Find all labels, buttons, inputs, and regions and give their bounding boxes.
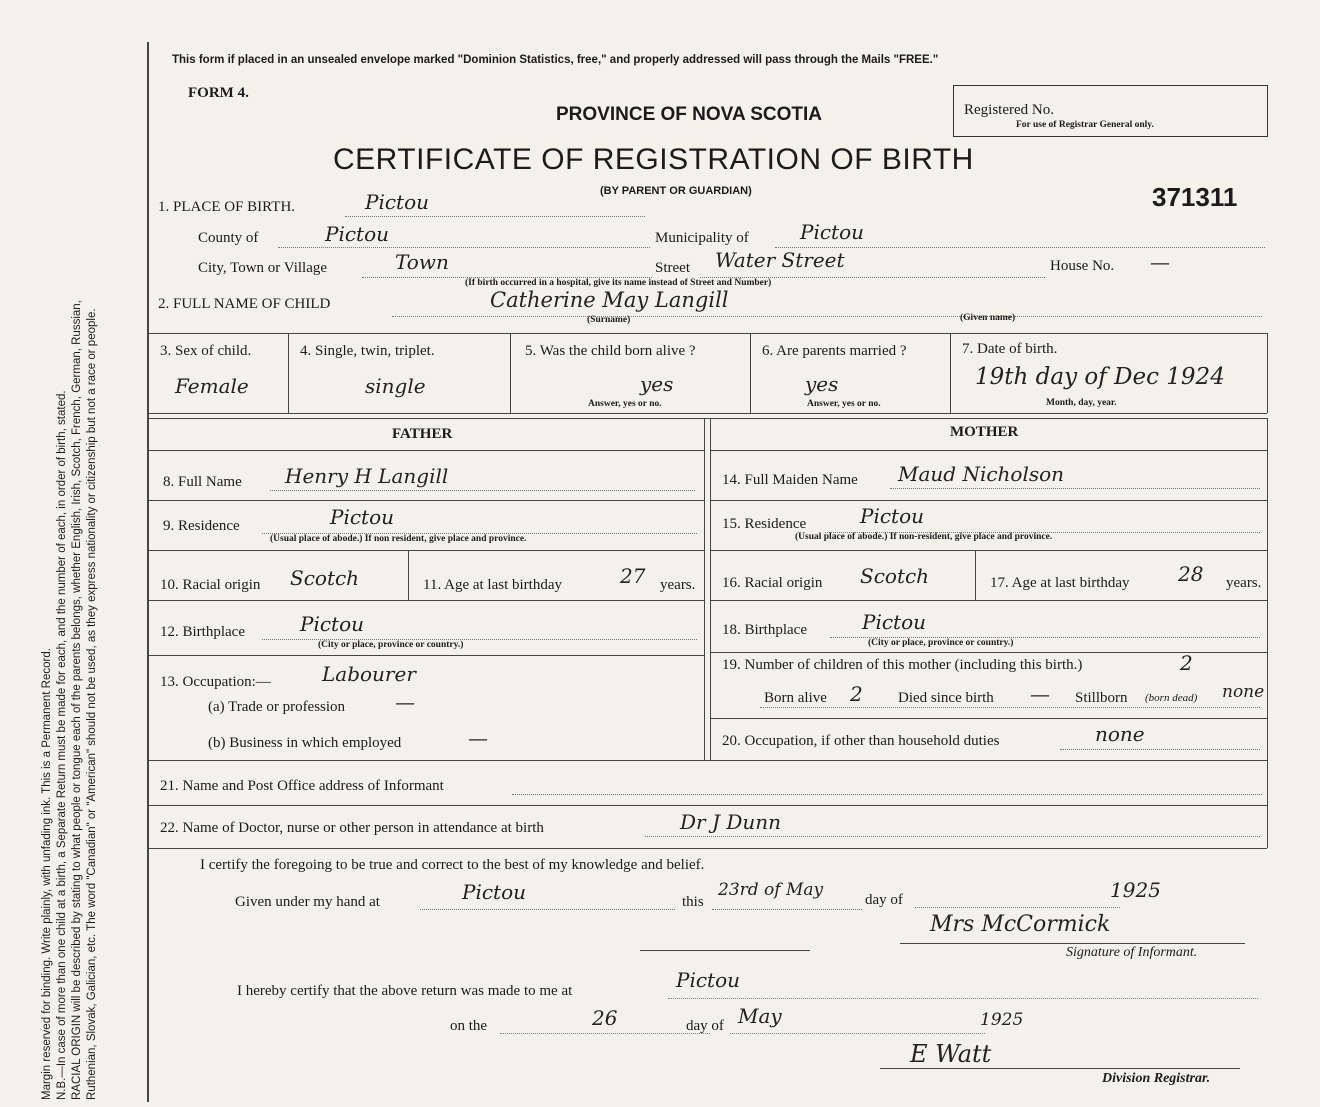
registrar-place-value: Pictou: [676, 968, 741, 992]
hospital-note: (If birth occurred in a hospital, give its name instead of Street and Number): [465, 278, 772, 288]
city-label: City, Town or Village: [198, 260, 328, 276]
informant-signature-caption: Signature of Informant.: [1066, 945, 1198, 960]
died-since-birth-label: Died since birth: [898, 690, 994, 706]
mother-name-label: 14. Full Maiden Name: [722, 472, 858, 488]
father-name-value: Henry H Langill: [285, 464, 449, 488]
registrar-caption: Division Registrar.: [1102, 1071, 1211, 1086]
born-alive-count-value: 2: [850, 682, 863, 706]
mother-racial-label: 16. Racial origin: [722, 575, 823, 591]
informant-label: 21. Name and Post Office address of Informant: [160, 778, 444, 794]
margin-line-2: N.B.—In case of more than one child at a birth, a Separate Return must be made for each, and the number of each, in order of birth, stated.: [56, 390, 68, 1100]
surname-note: (Surname): [587, 315, 631, 325]
certification-year: 1925: [1110, 878, 1161, 902]
business-label: (b) Business in which employed: [208, 735, 402, 751]
province-heading: PROVINCE OF NOVA SCOTIA: [556, 104, 823, 125]
municipality-value: Pictou: [800, 220, 865, 244]
married-note: Answer, yes or no.: [807, 399, 881, 409]
father-occupation-value: Labourer: [322, 662, 416, 686]
place-of-birth-label: 1. PLACE OF BIRTH.: [158, 199, 296, 215]
registered-label: Registered No.: [964, 102, 1054, 118]
father-heading: FATHER: [392, 426, 453, 442]
father-racial-label: 10. Racial origin: [160, 577, 261, 593]
certificate-title: CERTIFICATE OF REGISTRATION OF BIRTH: [333, 143, 974, 176]
given-place-value: Pictou: [462, 880, 527, 904]
stillborn-note: (born dead): [1145, 692, 1198, 704]
sex-label: 3. Sex of child.: [160, 343, 252, 359]
day-of-label: day of: [865, 892, 903, 908]
mail-notice: This form if placed in an unsealed envelope marked "Dominion Statistics, free," and properly addressed will pass through the Mails "FREE.": [172, 54, 939, 66]
sex-value: Female: [175, 374, 249, 398]
doctor-label: 22. Name of Doctor, nurse or other person in attendance at birth: [160, 820, 544, 836]
street-value: Water Street: [715, 248, 845, 272]
mother-residence-label: 15. Residence: [722, 516, 807, 532]
registered-box: [953, 85, 1268, 137]
this-value: 23rd of May: [718, 880, 824, 900]
mother-residence-value: Pictou: [860, 504, 925, 528]
business-value: —: [468, 726, 488, 750]
mother-birthplace-value: Pictou: [862, 610, 927, 634]
father-racial-value: Scotch: [290, 566, 360, 590]
mother-birthplace-label: 18. Birthplace: [722, 622, 807, 638]
city-value: Town: [395, 250, 449, 274]
house-label: House No.: [1050, 258, 1115, 274]
mother-occupation-label: 20. Occupation, if other than household duties: [722, 733, 1000, 749]
registration-number: 371311: [1152, 182, 1238, 212]
on-the-label: on the: [450, 1018, 488, 1034]
registrar-statement: I hereby certify that the above return was made to me at: [237, 983, 573, 999]
father-age-label: 11. Age at last birthday: [423, 577, 562, 593]
doctor-value: Dr J Dunn: [680, 810, 782, 834]
child-name-value: Catherine May Langill: [490, 288, 729, 312]
informant-signature: Mrs McCormick: [930, 912, 1111, 937]
place-of-birth-value: Pictou: [365, 190, 430, 214]
mother-racial-value: Scotch: [860, 564, 930, 588]
registrar-note: For use of Registrar General only.: [1016, 120, 1154, 130]
born-alive-count-label: Born alive: [764, 690, 827, 706]
child-name-label: 2. FULL NAME OF CHILD: [158, 296, 331, 312]
married-label: 6. Are parents married ?: [762, 343, 907, 359]
margin-line-1: Margin reserved for binding. Write plainly, with unfading ink. This is a Permanent Record.: [41, 648, 53, 1100]
municipality-label: Municipality of: [655, 230, 749, 246]
father-residence-note: (Usual place of abode.) If non resident, give place and province.: [270, 534, 527, 544]
father-age-unit: years.: [660, 577, 696, 593]
born-alive-note: Answer, yes or no.: [588, 399, 662, 409]
father-occupation-label: 13. Occupation:—: [160, 674, 271, 690]
father-birthplace-note: (City or place, province or country.): [318, 640, 464, 650]
birth-date-value: 19th day of Dec 1924: [975, 364, 1225, 390]
certification-statement: I certify the foregoing to be true and correct to the best of my knowledge and belief.: [200, 857, 705, 873]
stillborn-value: none: [1222, 682, 1265, 702]
given-name-note: (Given name): [960, 313, 1016, 323]
registration-month-value: May: [738, 1004, 782, 1028]
father-birthplace-label: 12. Birthplace: [160, 624, 245, 640]
born-alive-value: yes: [640, 372, 674, 396]
birth-date-note: Month, day, year.: [1046, 398, 1117, 408]
trade-value: —: [395, 690, 415, 714]
form-left-border: [147, 42, 149, 1102]
father-age-value: 27: [620, 564, 646, 588]
plurality-label: 4. Single, twin, triplet.: [300, 343, 435, 359]
father-birthplace-value: Pictou: [300, 612, 365, 636]
registrar-signature: E Watt: [910, 1040, 992, 1068]
mother-age-value: 28: [1178, 562, 1204, 586]
trade-label: (a) Trade or profession: [208, 699, 346, 715]
margin-instructions: [40, 40, 100, 1100]
children-count-label: 19. Number of children of this mother (including this birth.): [722, 657, 1083, 673]
plurality-value: single: [365, 374, 426, 398]
day-of-label-2: day of: [686, 1018, 724, 1034]
stillborn-label: Stillborn: [1075, 690, 1128, 706]
father-residence-value: Pictou: [330, 505, 395, 529]
this-label: this: [682, 894, 704, 910]
birth-date-label: 7. Date of birth.: [962, 341, 1058, 357]
died-since-birth-value: —: [1030, 682, 1050, 706]
mother-heading: MOTHER: [950, 424, 1019, 440]
children-count-value: 2: [1180, 651, 1193, 675]
mother-residence-note: (Usual place of abode.) If non-resident, give place and province.: [795, 532, 1053, 542]
father-name-label: 8. Full Name: [163, 474, 242, 490]
father-residence-label: 9. Residence: [163, 518, 240, 534]
county-label: County of: [198, 230, 259, 246]
mother-occupation-value: none: [1095, 722, 1145, 746]
on-the-value: 26: [592, 1006, 618, 1030]
mother-age-unit: years.: [1226, 575, 1262, 591]
registration-year-value: 1925: [980, 1010, 1024, 1030]
mother-name-value: Maud Nicholson: [898, 462, 1065, 486]
given-under-label: Given under my hand at: [235, 894, 380, 910]
margin-line-3: RACIAL ORIGIN will be described by stating to what people or tongue each of the parents belongs, whether English, Irish, Scotch, French, German, Russian,: [71, 300, 83, 1100]
house-value: —: [1150, 250, 1170, 274]
mother-birthplace-note: (City or place, province or country.): [868, 638, 1014, 648]
form-number: FORM 4.: [188, 85, 249, 101]
margin-line-4: Ruthenian, Slovak, Galician, etc. The word "Canadian" or "American" should not be used, as they express nationality or citizenship but not a race or people.: [86, 308, 98, 1100]
born-alive-label: 5. Was the child born alive ?: [525, 343, 696, 359]
mother-age-label: 17. Age at last birthday: [990, 575, 1130, 591]
county-value: Pictou: [325, 222, 390, 246]
certificate-subtitle: (BY PARENT OR GUARDIAN): [600, 185, 752, 197]
street-label: Street: [655, 260, 690, 276]
married-value: yes: [805, 372, 839, 396]
